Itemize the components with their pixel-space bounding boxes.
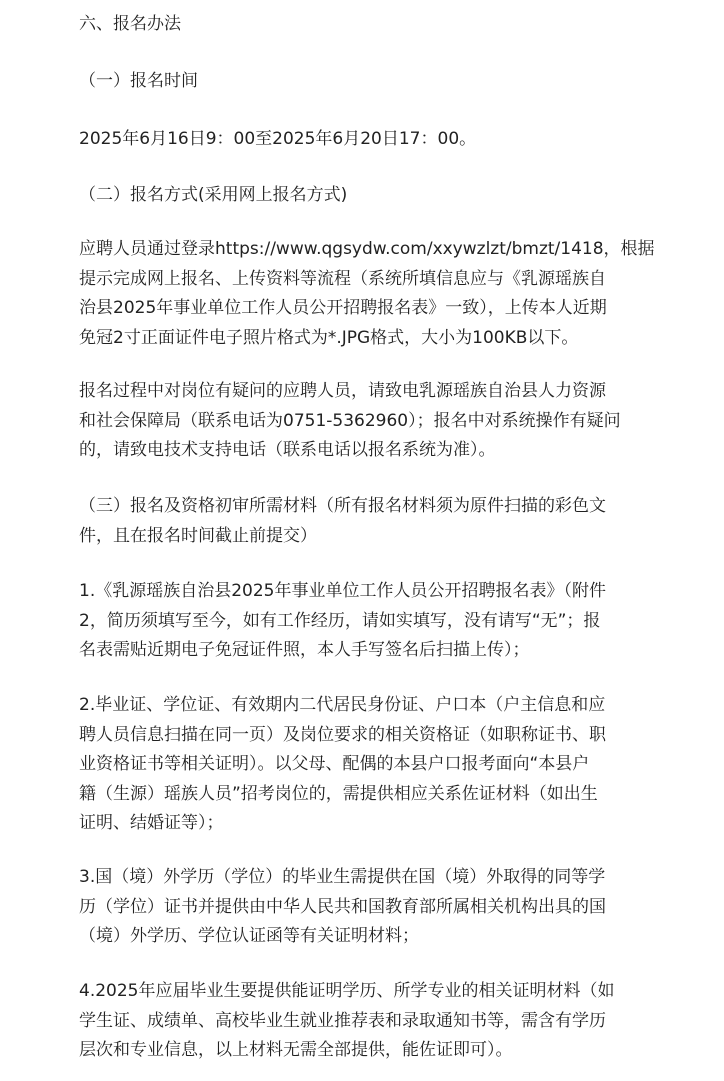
list-item-line: 层次和专业信息，以上材料无需全部提供，能佐证即可）。 — [79, 1040, 513, 1060]
list-item-line: 学生证、成绩单、高校毕业生就业推荐表和录取通知书等，需含有学历 — [79, 1010, 606, 1031]
paragraph-line: 免冠2寸正面证件电子照片格式为*.JPG格式，大小为100KB以下。 — [79, 327, 579, 348]
heading-line: （三）报名及资格初审所需材料（所有报名材料须为原件扫描的彩色文 — [79, 496, 606, 516]
paragraph-online-registration — [79, 235, 664, 353]
list-item-line: 聘人员信息扫描在同一页）及岗位要求的相关资格证（如职称证书、职 — [79, 724, 606, 745]
paragraph-contact-info — [79, 377, 664, 466]
paragraph-line: 的，请致电技术支持电话（联系电话以报名系统为准）。 — [79, 440, 496, 460]
list-item-line: （境）外学历、学位认证函等有关证明材料； — [79, 926, 419, 946]
list-item-line: 历（学位）证书并提供由中华人民共和国教育部所属相关机构出具的国 — [79, 896, 606, 917]
list-item-line: 名表需贴近期电子免冠证件照，本人手写签名后扫描上传）； — [79, 640, 530, 660]
subheading-required-materials — [79, 492, 664, 551]
heading-line: 件，且在报名时间截止前提交） — [79, 525, 317, 546]
paragraph-line: 报名过程中对岗位有疑问的应聘人员，请致电乳源瑶族自治县人力资源 — [79, 381, 606, 401]
list-item-4 — [79, 977, 664, 1066]
registration-time-text: 2025年6月16日9：00至2025年6月20日17：00。 — [79, 129, 477, 149]
subheading-registration-time: （一）报名时间 — [79, 71, 198, 91]
paragraph-line: 提示完成网上报名、上传资料等流程（系统所填信息应与《乳源瑶族自 — [79, 268, 606, 289]
paragraph-line: 应聘人员通过登录https://www.qgsydw.com/xxywzlzt/bmzt/1418，根据 — [79, 239, 655, 259]
list-item-2 — [79, 691, 664, 839]
paragraph-line: 和社会保障局（联系电话为0751-5362960）；报名中对系统操作有疑问 — [79, 410, 621, 431]
list-item-line: 4.2025年应届毕业生要提供能证明学历、所学专业的相关证明材料（如 — [79, 981, 615, 1001]
list-item-line: 1.《乳源瑶族自治县2025年事业单位工作人员公开招聘报名表》（附件 — [79, 581, 606, 601]
section-title: 六、报名办法 — [79, 14, 181, 34]
list-item-line: 3.国（境）外学历（学位）的毕业生需提供在国（境）外取得的同等学 — [79, 867, 606, 887]
list-item-line: 证明、结婚证等）； — [79, 813, 224, 833]
subheading-registration-method: （二）报名方式(采用网上报名方式) — [79, 185, 348, 205]
list-item-1 — [79, 577, 664, 666]
list-item-line: 籍（生源）瑶族人员”招考岗位的，需提供相应关系佐证材料（如出生 — [79, 783, 598, 804]
list-item-line: 业资格证书等相关证明）。以父母、配偶的本县户口报考面向“本县户 — [79, 754, 590, 774]
paragraph-line: 治县2025年事业单位工作人员公开招聘报名表》一致），上传本人近期 — [79, 298, 607, 318]
list-item-line: 2.毕业证、学位证、有效期内二代居民身份证、户口本（户主信息和应 — [79, 695, 606, 715]
list-item-3 — [79, 863, 664, 952]
list-item-line: 2，简历须填写至今，如有工作经历，请如实填写，没有请写“无”；报 — [79, 610, 601, 631]
